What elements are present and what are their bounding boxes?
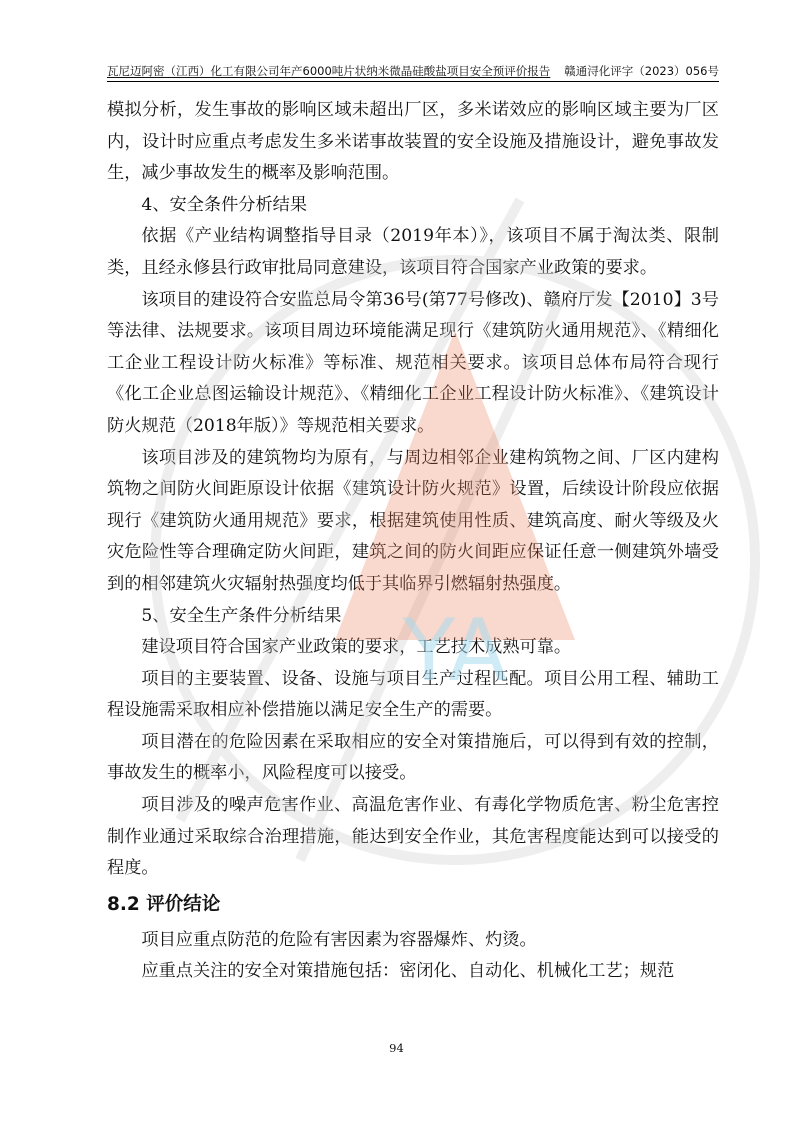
- paragraph: 应重点关注的安全对策措施包括：密闭化、自动化、机械化工艺；规范: [141, 961, 675, 982]
- watermark-letters: YA: [402, 601, 508, 701]
- paragraph: 项目应重点防范的危险有害因素为容器爆炸、灼烫。: [141, 929, 537, 950]
- paragraph: 项目涉及的噪声危害作业、高温危害作业、有毒化学物质危害、粉尘危害控制作业通过采取综合治理措施，能达到安全作业，其危害程度能达到可以接受的程度。: [107, 795, 719, 879]
- paragraph: 该项目的建设符合安监总局令第36号(第77号修改)、赣府厅发【2010】3号等法律、法规要求。该项目周边环境能满足现行《建筑防火通用规范》、《精细化工企业工程设计防火标准》等标准、规范相关要求。该项目总体布局符合现行《化工企业总图运输设计规范》、《精细化工企业工程设计防火标准》、《建筑设计防火规范（2018年版）》等规范相关要求。: [107, 289, 719, 436]
- report-number: 赣通浔化评字（2023）056号: [564, 64, 719, 78]
- section-title: 8.2 评价结论: [107, 893, 221, 915]
- page-number: 94: [389, 1041, 404, 1055]
- subsection-heading: 4、安全条件分析结果: [141, 194, 308, 215]
- paragraph: 依据《产业结构调整指导目录（2019年本）》，该项目不属于淘汰类、限制类，且经永修县行政审批局同意建设，该项目符合国家产业政策的要求。: [107, 226, 719, 278]
- paragraph: 项目的主要装置、设备、设施与项目生产过程匹配。项目公用工程、辅助工程设施需采取相应补偿措施以满足安全生产的需要。: [107, 668, 719, 721]
- paragraph: 项目潜在的危险因素在采取相应的安全对策措施后，可以得到有效的控制，事故发生的概率小，风险程度可以接受。: [107, 731, 719, 784]
- document-body: [107, 95, 719, 988]
- paragraph: 建设项目符合国家产业政策的要求，工艺技术成熟可靠。: [141, 637, 572, 658]
- paragraph: 该项目涉及的建筑物均为原有，与周边相邻企业建构筑物之间、厂区内建构筑物之间防火间距原设计依据《建筑设计防火规范》设置，后续设计阶段应依据现行《建筑防火通用规范》要求，根据建筑使用性质、建筑高度、耐火等级及火灾危险性等合理确定防火间距，建筑之间的防火间距应保证任意一侧建筑外墙受到的相邻建筑火灾辐射热强度均低于其临界引燃辐射热强度。: [107, 447, 719, 594]
- paragraph: 模拟分析，发生事故的影响区域未超出厂区，多米诺效应的影响区域主要为厂区内，设计时应重点考虑发生多米诺事故装置的安全设施及措施设计，避免事故发生，减少事故发生的概率及影响范围。: [107, 100, 719, 184]
- page-header: [107, 63, 719, 82]
- report-title: 瓦尼迈阿密（江西）化工有限公司年产6000吨片状纳米微晶硅酸盐项目安全预评价报告: [107, 64, 551, 78]
- subsection-heading: 5、安全生产条件分析结果: [141, 605, 342, 626]
